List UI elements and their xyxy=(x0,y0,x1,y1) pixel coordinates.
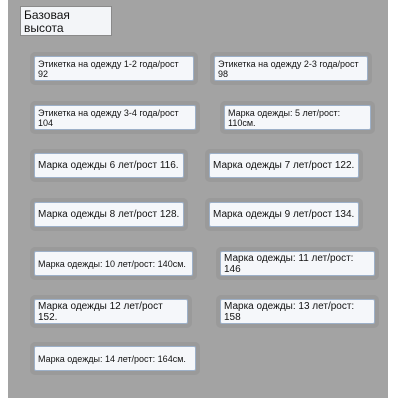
size-option-label: Марка одежды 8 лет/рост 128. xyxy=(34,202,184,227)
size-option-label: Марка одежды: 11 лет/рост: 146 xyxy=(220,251,375,276)
size-option-label: Марка одежды: 14 лет/рост: 164см. xyxy=(34,346,196,371)
size-option-14[interactable] xyxy=(30,342,200,375)
size-option-label: Марка одежды 6 лет/рост 116. xyxy=(34,153,184,178)
size-option-13[interactable] xyxy=(216,295,379,328)
size-option-9[interactable] xyxy=(205,198,363,231)
size-group-title: Базовая высота xyxy=(20,6,112,36)
size-option-1-2[interactable] xyxy=(30,52,198,85)
size-option-label: Марка одежды 12 лет/рост 152. xyxy=(34,299,188,324)
size-option-label: Марка одежды 9 лет/рост 134. xyxy=(209,202,359,227)
size-option-7[interactable] xyxy=(205,149,363,182)
size-option-label: Марка одежды: 13 лет/рост: 158 xyxy=(220,299,375,324)
size-option-label: Этикетка на одежду 2-3 года/рост 98 xyxy=(214,56,368,81)
size-option-10[interactable] xyxy=(30,247,197,280)
size-option-label: Марка одежды: 10 лет/рост: 140см. xyxy=(34,251,193,276)
size-option-11[interactable] xyxy=(216,247,379,280)
size-option-label: Этикетка на одежду 3-4 года/рост 104 xyxy=(34,105,196,130)
size-option-2-3[interactable] xyxy=(210,52,372,85)
size-option-12[interactable] xyxy=(30,295,192,328)
size-option-label: Этикетка на одежду 1-2 года/рост 92 xyxy=(34,56,194,81)
size-option-6[interactable] xyxy=(30,149,188,182)
size-option-3-4[interactable] xyxy=(30,101,200,134)
size-option-label: Марка одежды 7 лет/рост 122. xyxy=(209,153,359,178)
size-option-label: Марка одежды: 5 лет/рост: 110см. xyxy=(224,105,371,130)
size-option-5[interactable] xyxy=(220,101,375,134)
size-option-8[interactable] xyxy=(30,198,188,231)
